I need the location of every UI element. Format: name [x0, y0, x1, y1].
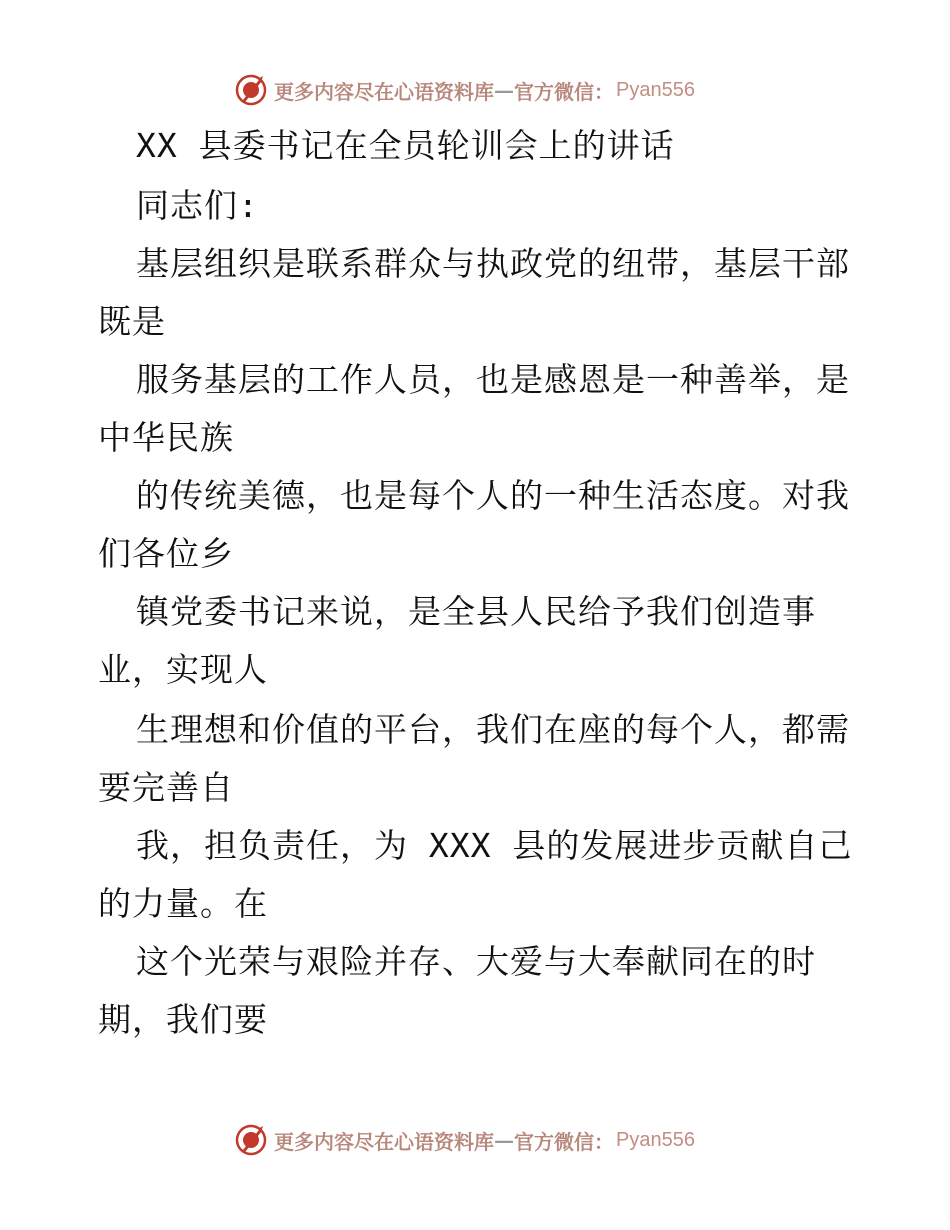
watermark-separator: — — [494, 1128, 514, 1152]
watermark-wechat-id: Pyan556 — [616, 1128, 695, 1151]
watermark-wechat-id: Pyan556 — [616, 78, 695, 101]
watermark-wechat-label: 官方微信： — [514, 1129, 614, 1154]
watermark-wechat-label: 官方微信： — [514, 79, 614, 104]
paragraph-line: 业，实现人 — [98, 650, 268, 689]
paragraph-line: 这个光荣与艰险并存、大爱与大奉献同在的时 — [136, 942, 816, 981]
paragraph-line: 们各位乡 — [98, 534, 234, 573]
paragraph-line: 中华民族 — [98, 418, 234, 457]
paragraph-line: 期，我们要 — [98, 1000, 268, 1039]
header-watermark — [234, 72, 695, 108]
paragraph-line: 既是 — [98, 302, 166, 341]
salutation: 同志们: — [136, 186, 259, 225]
pen-logo-icon — [234, 73, 268, 107]
paragraph-line: 我，担负责任，为 XXX 县的发展进步贡献自己 — [136, 826, 853, 865]
watermark-text: 更多内容尽在心语资料库 — [274, 79, 494, 104]
paragraph-line: 镇党委书记来说，是全县人民给予我们创造事 — [136, 592, 816, 631]
pen-logo-icon — [234, 1123, 268, 1157]
paragraph-line: 的传统美德，也是每个人的一种生活态度。对我 — [136, 476, 850, 515]
paragraph-line: 要完善自 — [98, 768, 234, 807]
paragraph-line: 服务基层的工作人员，也是感恩是一种善举，是 — [136, 360, 850, 399]
watermark-separator: — — [494, 78, 514, 102]
paragraph-line: 的力量。在 — [98, 884, 268, 923]
watermark-text: 更多内容尽在心语资料库 — [274, 1129, 494, 1154]
paragraph-line: 基层组织是联系群众与执政党的纽带，基层干部 — [136, 244, 850, 283]
document-title: XX 县委书记在全员轮训会上的讲话 — [136, 126, 675, 165]
paragraph-line: 生理想和价值的平台，我们在座的每个人，都需 — [136, 710, 850, 749]
footer-watermark — [234, 1122, 695, 1158]
